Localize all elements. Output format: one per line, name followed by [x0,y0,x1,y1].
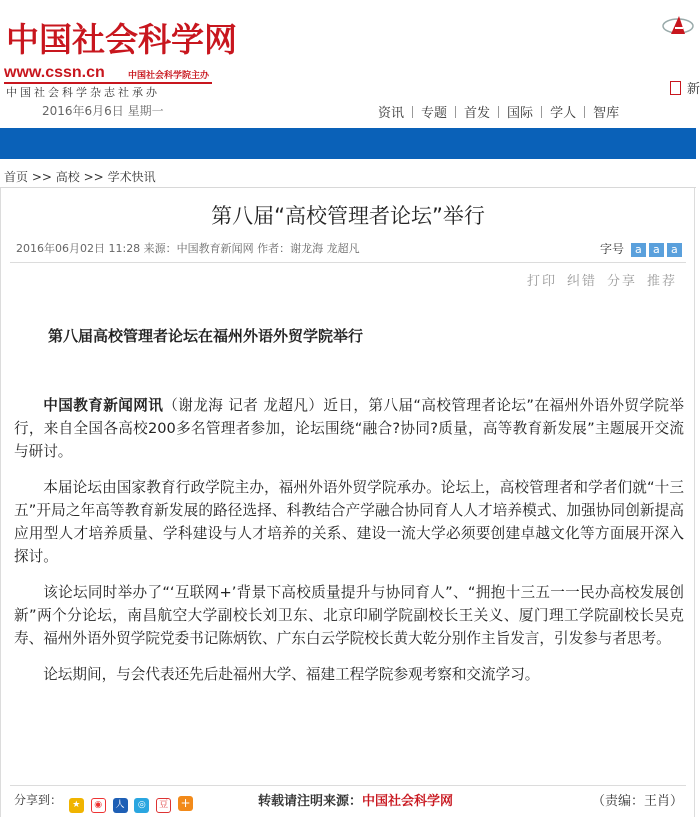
douban-share-icon[interactable]: 豆 [156,798,171,813]
footer-divider [10,785,686,786]
editor-credit: （责编：王肖） [592,794,684,809]
reprint-label: 转载请注明来源： [258,794,363,809]
more-share-icon[interactable]: + [178,796,193,811]
reprint-source-link[interactable]: 中国社会科学网 [362,794,454,809]
reprint-notice [258,790,453,809]
site-header [0,0,700,128]
main-nav [370,102,627,121]
weibo-share-icon[interactable]: ◉ [91,798,106,813]
partner-logo-icon[interactable] [662,14,694,36]
qzone-share-icon[interactable]: ★ [69,798,84,813]
article-title: 第八届“高校管理者论坛”举行 [211,204,485,228]
nav-item-international[interactable]: 国际 [507,106,534,121]
article-frame-left [0,188,1,817]
font-size-medium-button[interactable]: a [649,243,664,257]
mobile-icon [670,81,681,95]
print-button[interactable]: 打印 [527,274,558,289]
share-label: 分享到： [14,793,63,807]
article-frame-right [694,188,695,817]
report-error-button[interactable]: 纠错 [567,274,598,289]
article-lead-source: 中国教育新闻网讯 [43,397,164,414]
current-date [42,102,164,119]
article-tools [527,270,687,289]
channel-nav-bar [0,128,696,159]
date-text: 2016年6月6日 [42,104,124,118]
nav-item-thinktank[interactable]: 智库 [593,106,620,121]
recommend-button[interactable]: 推荐 [647,274,678,289]
article-paragraph-text: （谢龙海 记者 龙超凡）近日，第八届“高校管理者论坛”在福州外语外贸学院举行，来自全国各高校200多名管理者参加，论坛围绕“融合?协同?质量，高等教育新发展”主题展开交流与研讨。 [14,397,684,460]
weekday-text: 星期一 [127,104,164,118]
font-size-small-button[interactable]: a [667,243,682,257]
article-body [14,394,684,699]
share-bar [14,791,193,813]
article-paragraph: 该论坛同时举办了“‘互联网+’背景下高校质量提升与协同育人”、“拥抱十三五一一民办高校发展创新”两个分论坛，南昌航空大学副校长刘卫东、北京印刷学院副校长王关义、厦门理工学院副校长吴克寿、福州外语外贸学院党委书记陈炳钦、广东白云学院校长黄大乾分别作主旨发言，引发参与者思考。 [14,584,684,647]
corner-link-label: 新 [687,82,700,97]
nav-item-news[interactable]: 资讯 [378,106,405,121]
breadcrumb [4,168,156,185]
corner-link[interactable] [670,78,700,97]
font-size-large-button[interactable]: a [631,243,646,257]
article-meta: 2016年06月02日 11:28 来源：中国教育新闻网 作者：谢龙海 龙超凡 [16,242,360,255]
breadcrumb-academic-news[interactable]: 学术快讯 [107,170,156,184]
breadcrumb-separator: >> [83,170,104,184]
font-size-label: 字号 [600,242,625,256]
font-size-control [600,240,682,257]
site-logo-title[interactable]: 中国社会科学网 [6,20,237,59]
article-paragraph [14,394,684,463]
nav-item-scholars[interactable]: 学人 [550,106,577,121]
site-logo-publisher: 中国社会科学杂志社承办 [6,86,160,99]
site-logo-url[interactable]: www.cssn.cn [4,64,105,81]
nav-item-firstrelease[interactable]: 首发 [464,106,491,121]
breadcrumb-home[interactable]: 首页 [4,170,29,184]
nav-item-topics[interactable]: 专题 [421,106,448,121]
share-button[interactable]: 分享 [607,274,638,289]
article-paragraph: 论坛期间，与会代表还先后赴福州大学、福建工程学院参观考察和交流学习。 [43,666,540,683]
article-subheading: 第八届高校管理者论坛在福州外语外贸学院举行 [48,327,364,345]
tencent-weibo-share-icon[interactable]: ◎ [134,798,149,813]
site-logo-sponsor: 中国社会科学院主办 [128,71,210,81]
breadcrumb-divider [0,187,696,188]
breadcrumb-universities[interactable]: 高校 [55,170,80,184]
meta-divider [10,262,686,263]
breadcrumb-separator: >> [31,170,52,184]
renren-share-icon[interactable]: 人 [113,798,128,813]
article-paragraph: 本届论坛由国家教育行政学院主办，福州外语外贸学院承办。论坛上，高校管理者和学者们就“十三五”开局之年高等教育新发展的路径选择、科教结合产学融合协同育人人才培养模式、加强协同创新提高应用型人才培养质量、学科建设与人才培养的关系、建设一流大学必须要创建卓越文化等方面展开深入探讨。 [14,479,684,565]
